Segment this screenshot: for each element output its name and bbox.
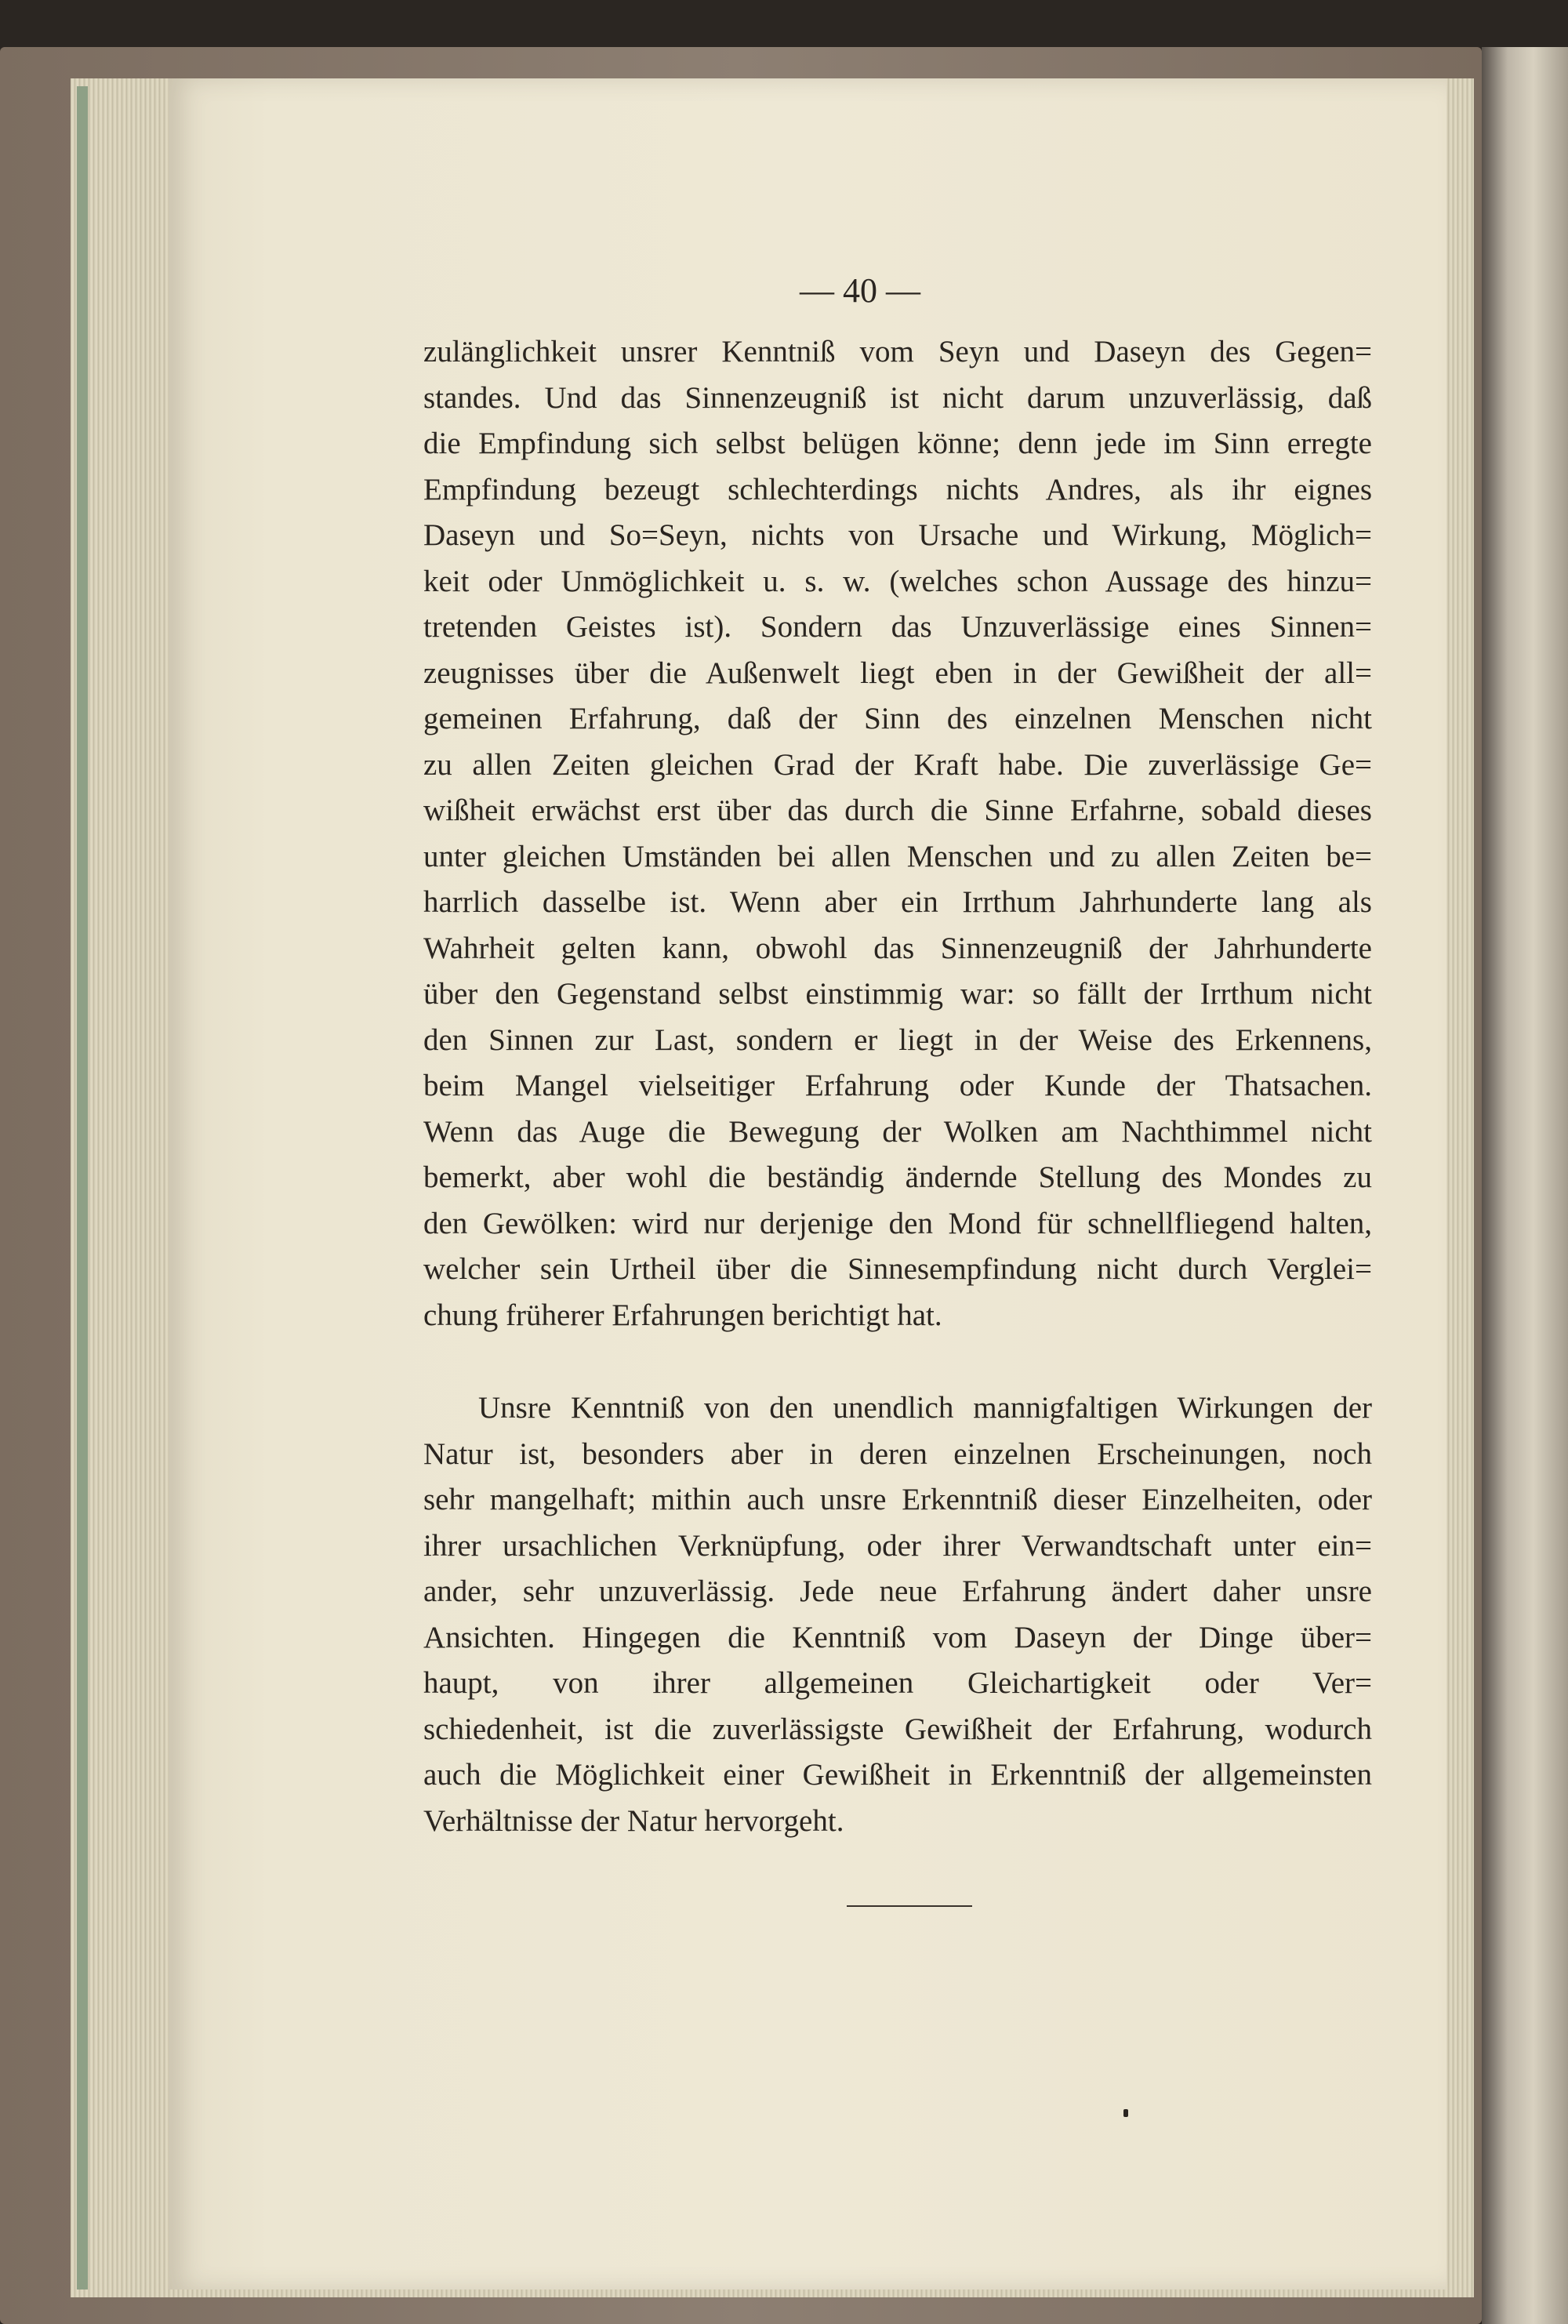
text-line: keit oder Unmöglichkeit u. s. w. (welches schon Aussage des hinzu= — [423, 564, 1372, 598]
paragraph-gap — [423, 1338, 1372, 1385]
text-line: gemeinen Erfahrung, daß der Sinn des einzelnen Menschen nicht — [423, 702, 1372, 735]
text-line: die Empfindung sich selbst belügen könne; denn jede im Sinn erregte — [423, 427, 1372, 460]
text-line: zeugnisses über die Außenwelt liegt eben in der Gewißheit der all= — [423, 655, 1372, 690]
text-line: ander, sehr unzuverlässig. Jede neue Erfahrung ändert daher unsre — [423, 1574, 1372, 1608]
text-line: bemerkt, aber wohl die beständig ändernde Stellung des Mondes zu — [423, 1160, 1372, 1194]
text-line: schiedenheit, ist die zuverlässigste Gewißheit der Erfahrung, wodurch — [423, 1712, 1372, 1746]
text-line: unter gleichen Umständen bei allen Menschen und zu allen Zeiten be= — [423, 839, 1372, 873]
text-line: beim Mangel vielseitiger Erfahrung oder Kunde der Thatsachen. — [423, 1069, 1372, 1102]
text-line: Wahrheit gelten kann, obwohl das Sinnenzeugniß der Jahrhunderte — [423, 931, 1372, 965]
facing-page-edge — [1482, 47, 1568, 2324]
text-line: Empfindung bezeugt schlechterdings nichts Andres, als ihr eignes — [423, 472, 1372, 507]
text-line: welcher sein Urtheil über die Sinnesempfindung nicht durch Verglei= — [423, 1252, 1372, 1286]
body-text — [423, 329, 1372, 1844]
text-line: Wenn das Auge die Bewegung der Wolken am Nachthimmel nicht — [423, 1114, 1372, 1149]
text-line: Natur ist, besonders aber in deren einzelnen Erscheinungen, noch — [423, 1436, 1372, 1471]
text-line: Verhältnisse der Natur hervorgeht. — [423, 1803, 844, 1838]
text-line: den Gewölken: wird nur derjenige den Mond für schnellfliegend halten, — [423, 1206, 1372, 1240]
page-number: — 40 — — [800, 271, 920, 310]
paragraph-2 — [423, 1385, 1372, 1844]
text-line: Ansichten. Hingegen die Kenntniß vom Daseyn der Dinge über= — [423, 1620, 1372, 1654]
text-line: zulänglichkeit unsrer Kenntniß vom Seyn und Daseyn des Gegen= — [423, 335, 1372, 369]
text-line: harrlich dasselbe ist. Wenn aber ein Irrthum Jahrhunderte lang als — [423, 885, 1372, 919]
text-line: zu allen Zeiten gleichen Grad der Kraft habe. Die zuverlässige Ge= — [423, 747, 1372, 782]
text-line: tretenden Geistes ist). Sondern das Unzuverlässige eines Sinnen= — [423, 610, 1372, 644]
text-line: auch die Möglichkeit einer Gewißheit in Erkenntniß der allgemeinsten — [423, 1758, 1372, 1792]
bookmark-edge — [77, 86, 88, 2290]
text-line: den Sinnen zur Last, sondern er liegt in der Weise des Erkennens, — [423, 1022, 1372, 1057]
text-line: Unsre Kenntniß von den unendlich mannigfaltigen Wirkungen der — [478, 1391, 1372, 1425]
text-line: chung früherer Erfahrungen berichtigt hat. — [423, 1298, 942, 1332]
text-line: standes. Und das Sinnenzeugniß ist nicht darum unzuverlässig, daß — [423, 380, 1372, 415]
paragraph-1 — [423, 329, 1372, 1338]
text-line: Daseyn und So=Seyn, nichts von Ursache und Wirkung, Möglich= — [423, 518, 1372, 552]
text-line: sehr mangelhaft; mithin auch unsre Erkenntniß dieser Einzelheiten, oder — [423, 1483, 1372, 1516]
end-rule — [847, 1905, 972, 1907]
text-line: haupt, von ihrer allgemeinen Gleichartigkeit oder Ver= — [423, 1666, 1372, 1700]
text-line: über den Gegenstand selbst einstimmig war: so fällt der Irrthum nicht — [423, 977, 1372, 1011]
text-line: ihrer ursachlichen Verknüpfung, oder ihrer Verwandtschaft unter ein= — [423, 1528, 1372, 1563]
text-line: wißheit erwächst erst über das durch die Sinne Erfahrne, sobald dieses — [423, 793, 1372, 827]
ink-speck — [1123, 2109, 1128, 2117]
